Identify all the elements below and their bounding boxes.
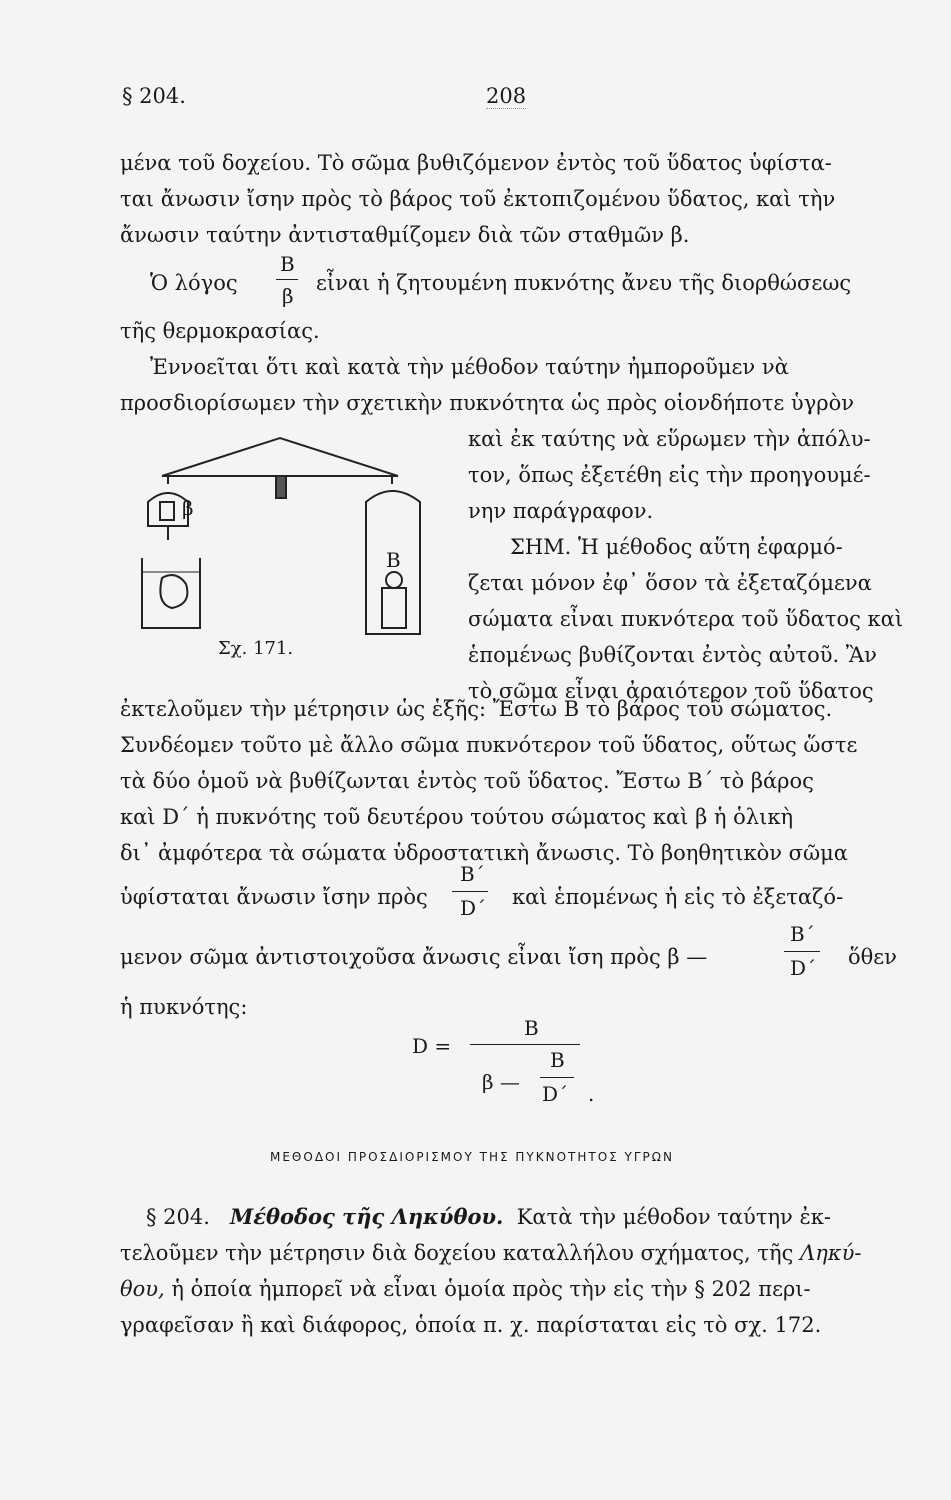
figure-label-small-beta: β	[182, 496, 194, 520]
text-line: Ὁ λόγος	[150, 271, 238, 295]
formula-inner-numerator: B	[550, 1048, 565, 1072]
section-number: § 204.	[146, 1205, 210, 1229]
text-line: τὸ σῶμα εἶναι ἀραιότερον τοῦ ὕδατος	[468, 679, 874, 703]
section-line	[146, 1204, 831, 1230]
text-line: μενον σῶμα ἀντιστοιχοῦσα ἄνωσις εἶναι ἴση πρὸς β —	[120, 945, 708, 969]
page-number: 208	[486, 84, 527, 108]
text-line: γραφεῖσαν ἢ καὶ διάφορος, ὁποία π. χ. παρίσταται εἰς τὸ σχ. 172.	[120, 1313, 822, 1337]
text-line: ται ἄνωσιν ἴσην πρὸς τὸ βάρος τοῦ ἐκτοπιζομένου ὕδατος, καὶ τὴν	[120, 187, 836, 211]
figure-caption: Σχ. 171.	[218, 638, 294, 659]
text-line: σώματα εἶναι πυκνότερα τοῦ ὕδατος καὶ	[468, 607, 904, 631]
formula-lhs: D =	[412, 1034, 452, 1058]
fraction-denominator: D´	[460, 896, 487, 920]
section-header: § 204.	[122, 84, 186, 108]
fraction-denominator: D´	[790, 956, 817, 980]
formula-numerator: B	[524, 1016, 539, 1040]
text-line: ἡ πυκνότης:	[120, 995, 248, 1019]
section-line	[120, 1240, 861, 1266]
text-line: τον, ὅπως ἐξετέθη εἰς τὴν προηγουμέ-	[468, 463, 871, 487]
figure-label-B: B	[386, 548, 401, 572]
text-line: ΣΗΜ. Ἡ μέθοδος αὕτη ἐφαρμό-	[510, 535, 843, 559]
formula-inner-denominator: D´	[542, 1082, 569, 1106]
fraction-numerator: B´	[790, 922, 815, 946]
section-text: τελοῦμεν τὴν μέτρησιν διὰ δοχείου καταλλήλου σχήματος, τῆς	[120, 1241, 794, 1265]
fraction-bar	[784, 951, 820, 952]
text-line: ἐκτελοῦμεν τὴν μέτρησιν ὡς ἑξῆς: Ἔστω B τὸ βάρος τοῦ σώματος.	[120, 697, 833, 721]
formula-end: .	[588, 1082, 595, 1106]
text-line: καὶ ἑπομένως ἡ εἰς τὸ ἐξεταζό-	[512, 885, 844, 909]
text-line: καὶ ἐκ ταύτης νὰ εὕρωμεν τὴν ἀπόλυ-	[468, 427, 871, 451]
text-line: δι᾽ ἀμφότερα τὰ σώματα ὑδροστατικὴ ἄνωσις. Τὸ βοηθητικὸν σῶμα	[120, 841, 848, 865]
section-line	[120, 1276, 811, 1302]
balance-figure	[120, 428, 460, 656]
text-line: ὑφίσταται ἄνωσιν ἴσην πρὸς	[120, 885, 428, 909]
text-line: τῆς θερμοκρασίας.	[120, 319, 320, 343]
text-line: ἄνωσιν ταύτην ἀντισταθμίζομεν διὰ τῶν σταθμῶν β.	[120, 223, 690, 247]
formula-inner-bar	[540, 1077, 574, 1078]
section-text-italic: θου,	[120, 1277, 165, 1301]
text-line: ζεται μόνον ἐφ᾽ ὅσον τὰ ἐξεταζόμενα	[468, 571, 872, 595]
text-line: προσδιορίσωμεν τὴν σχετικὴν πυκνότητα ὡς πρὸς οἱονδήποτε ὑγρὸν	[120, 391, 854, 415]
formula-main-bar	[470, 1044, 580, 1045]
fraction-bar	[452, 891, 488, 892]
section-text: ἡ ὁποία ἠμπορεῖ νὰ εἶναι ὁμοία πρὸς τὴν εἰς τὴν § 202 περι-	[171, 1277, 811, 1301]
text-line: ἑπομένως βυθίζονται ἐντὸς αὐτοῦ. Ἂν	[468, 643, 877, 667]
section-title: Μέθοδος τῆς Ληκύθου.	[229, 1204, 504, 1229]
fraction-numerator: B´	[460, 862, 485, 886]
fraction-denominator: β	[282, 284, 294, 308]
fraction-numerator: B	[280, 252, 295, 276]
text-line: εἶναι ἡ ζητουμένη πυκνότης ἄνευ τῆς διορθώσεως	[316, 271, 852, 295]
text-line: μένα τοῦ δοχείου. Τὸ σῶμα βυθιζόμενον ἐντὸς τοῦ ὕδατος ὑφίστα-	[120, 151, 832, 175]
fraction-bar	[276, 279, 298, 280]
text-line: Συνδέομεν τοῦτο μὲ ἄλλο σῶμα πυκνότερον τοῦ ὕδατος, οὕτως ὥστε	[120, 733, 858, 757]
text-line: ὅθεν	[848, 945, 897, 969]
formula-den-prefix: β —	[482, 1070, 520, 1094]
section-heading: ΜΕΘΟΔΟΙ ΠΡΟΣΔΙΟΡΙΣΜΟΥ ΤΗΣ ΠΥΚΝΟΤΗΤΟΣ ΥΓΡΩΝ	[270, 1150, 674, 1164]
text-line: καὶ D´ ἡ πυκνότης τοῦ δευτέρου τούτου σώματος καὶ β ἡ ὁλικὴ	[120, 805, 794, 829]
text-line: τὰ δύο ὁμοῦ νὰ βυθίζωνται ἐντὸς τοῦ ὕδατος. Ἔστω B´ τὸ βάρος	[120, 769, 814, 793]
text-line: νην παράγραφον.	[468, 499, 654, 523]
section-text: Κατὰ τὴν μέθοδον ταύτην ἐκ-	[516, 1205, 831, 1229]
section-text-italic: Ληκύ-	[800, 1241, 862, 1265]
text-line: Ἐννοεῖται ὅτι καὶ κατὰ τὴν μέθοδον ταύτην ἠμποροῦμεν νὰ	[150, 355, 789, 379]
